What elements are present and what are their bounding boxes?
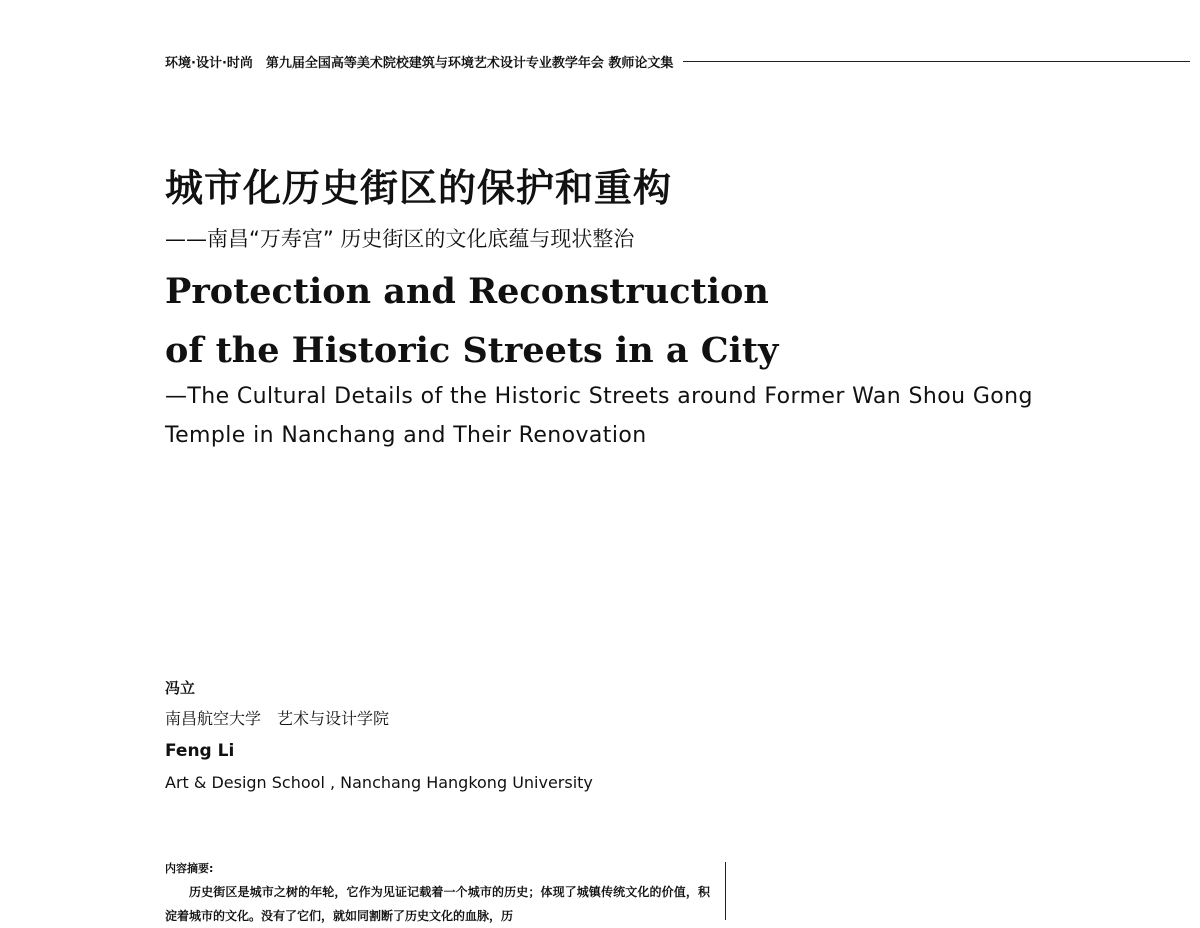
- abstract-label: 内容摘要:: [165, 862, 214, 875]
- subtitle-chinese: ——南昌“万寿宫” 历史街区的文化底蕴与现状整治: [165, 227, 635, 251]
- abstract-section: [165, 858, 710, 928]
- running-header: [165, 50, 1190, 72]
- header-text: 环境·设计·时尚 第九届全国高等美术院校建筑与环境艺术设计专业教学年会 教师论文集: [165, 55, 674, 71]
- title-english: [165, 262, 778, 380]
- author-name-english: Feng Li: [165, 741, 235, 761]
- author-block: [165, 674, 593, 800]
- header-rule: [683, 61, 1190, 62]
- title-english-line-1: Protection and Reconstruction: [165, 271, 769, 312]
- subtitle-english: —The Cultural Details of the Historic Streets around Former Wan Shou Gong Temple in Nanchang and Their Renovation: [165, 384, 1033, 448]
- title-chinese: 城市化历史街区的保护和重构: [165, 165, 673, 210]
- column-divider: [725, 862, 726, 920]
- author-affiliation-english: Art & Design School , Nanchang Hangkong University: [165, 773, 593, 792]
- author-name-chinese: 冯立: [165, 679, 196, 697]
- abstract-body: 历史街区是城市之树的年轮，它作为见证记载着一个城市的历史；体现了城镇传统文化的价值，积淀着城市的文化。没有了它们，就如同割断了历史文化的血脉，历: [165, 885, 710, 923]
- title-english-line-2: of the Historic Streets in a City: [165, 330, 779, 371]
- author-affiliation-chinese: 南昌航空大学 艺术与设计学院: [165, 709, 390, 728]
